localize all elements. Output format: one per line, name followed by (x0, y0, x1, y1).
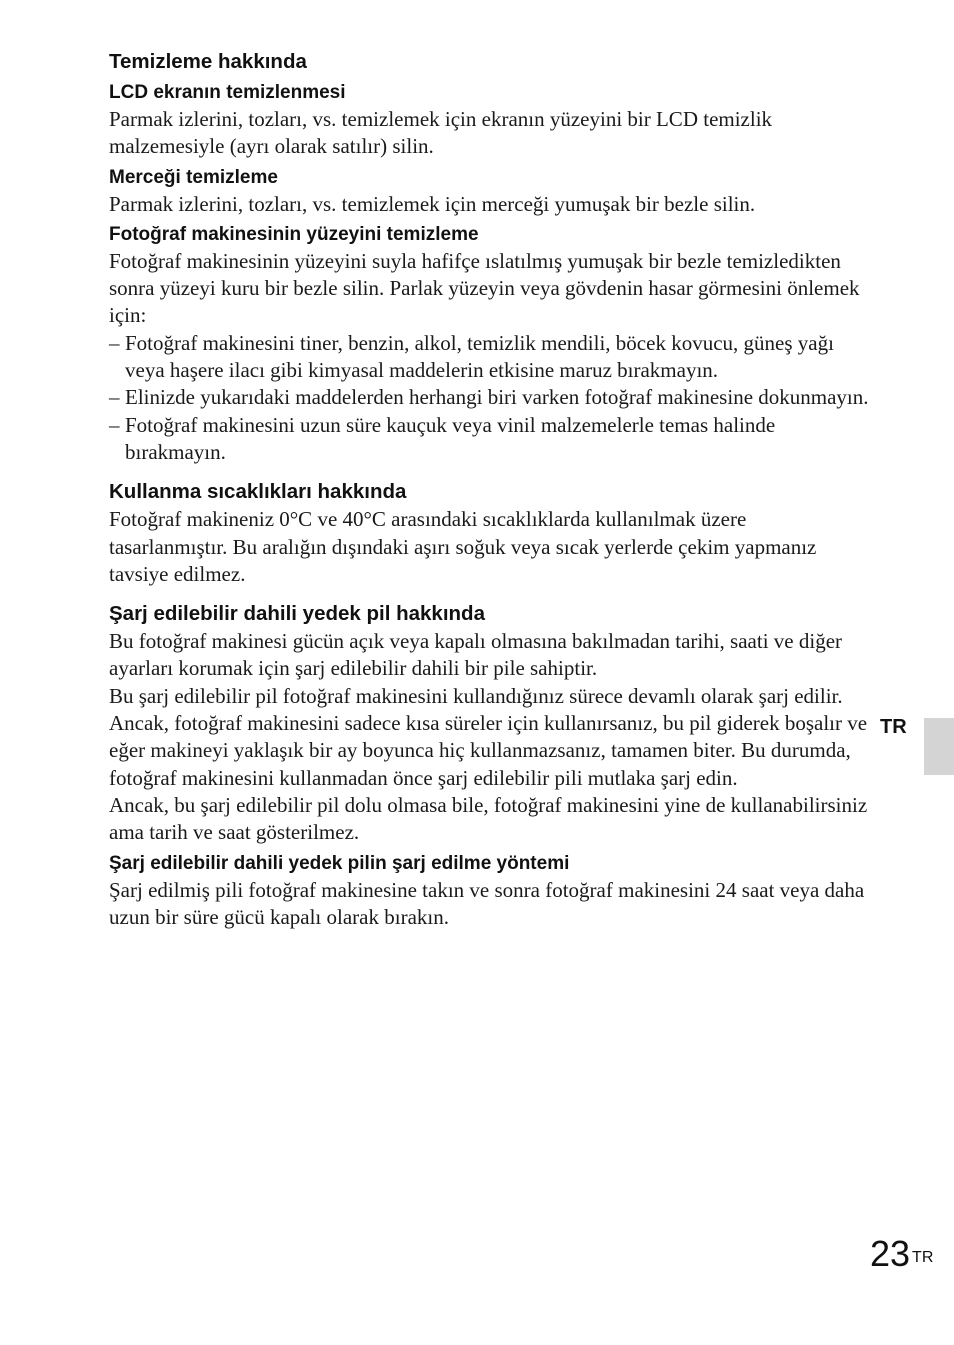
battery-heading: Şarj edilebilir dahili yedek pil hakkında (109, 602, 485, 626)
list-item-text: Fotoğraf makinesini uzun süre kauçuk veya vinil malzemelerle temas halinde bırakmayın. (125, 412, 776, 464)
battery-paragraph: Bu fotoğraf makinesi gücün açık veya kapalı olmasına bakılmadan tarihi, saati ve diğer ayarları korumak için şarj edilebilir dahili bir pile sahiptir. (109, 629, 843, 681)
language-side-tab (924, 718, 954, 775)
list-item (109, 412, 869, 467)
list-item-text: Elinizde yukarıdaki maddelerden herhangi biri varken fotoğraf makinesine dokunmayın. (125, 385, 869, 410)
lcd-cleaning-heading: LCD ekranın temizlenmesi (109, 82, 346, 103)
surface-cleaning-text: Fotoğraf makinesinin yüzeyini suyla hafifçe ıslatılmış yumuşak bir bezle temizledikten sonra yüzeyi kuru bir bezle silin. Parlak yüzeyin veya gövdenin hasar görmesini önlemek için: (109, 248, 860, 328)
list-item-text: Fotoğraf makinesini tiner, benzin, alkol, temizlik mendili, böcek kovucu, güneş yağı veya haşere ilacı gibi kimyasal maddelerin etkisine maruz bırakmayın. (125, 330, 834, 383)
battery-paragraph: Ancak, bu şarj edilebilir pil dolu olmasa bile, fotoğraf makinesini yine de kullanabilirsiniz ama tarih ve saat gösterilmez. (109, 792, 868, 845)
surface-cleaning-heading: Fotoğraf makinesinin yüzeyini temizleme (109, 223, 479, 245)
cleaning-heading: Temizleme hakkında (109, 50, 307, 73)
list-item (109, 330, 869, 385)
lcd-cleaning-text: Parmak izlerini, tozları, vs. temizlemek için ekranın yüzeyini bir LCD temizlik malzemesiyle (ayrı olarak satılır) silin. (109, 107, 773, 159)
lens-cleaning-text: Parmak izlerini, tozları, vs. temizlemek için merceği yumuşak bir bezle silin. (109, 191, 756, 216)
dash-bullet: – (109, 330, 120, 355)
battery-charging-text: Şarj edilmiş pili fotoğraf makinesine takın ve sonra fotoğraf makinesini 24 saat veya daha uzun bir süre gücü kapalı olarak bırakın. (109, 877, 865, 929)
lens-cleaning-heading: Merceği temizleme (109, 166, 278, 188)
battery-charging-heading: Şarj edilebilir dahili yedek pilin şarj edilme yöntemi (109, 852, 570, 874)
list-item (109, 384, 869, 411)
dash-bullet: – (109, 385, 120, 410)
page-number-suffix: TR (912, 1249, 934, 1266)
page-number-value: 23 (870, 1233, 911, 1274)
language-label: TR (880, 716, 907, 738)
temperature-text: Fotoğraf makineniz 0°C ve 40°C arasındaki sıcaklıklarda kullanılmak üzere tasarlanmıştır. Bu aralığın dışındaki aşırı soğuk veya sıcak yerlerde çekim yapmanız tavsiye edilmez. (109, 507, 817, 586)
temperature-heading: Kullanma sıcaklıkları hakkında (109, 480, 407, 504)
battery-paragraph: Bu şarj edilebilir pil fotoğraf makinesini kullandığınız sürece devamlı olarak şarj edilir. Ancak, fotoğraf makinesini sadece kısa süreler için kullanırsanız, bu pil giderek boşalır ve eğer makineyi yaklaşık bir ay boyunca hiç kullanmazsanız, tamamen biter. Bu durumda, fotoğraf makinesini kullanmadan önce şarj edilebilir pili mutlaka şarj edin. (109, 683, 868, 790)
page-number (870, 1232, 933, 1276)
dash-bullet: – (109, 412, 120, 437)
document-page (109, 48, 869, 931)
